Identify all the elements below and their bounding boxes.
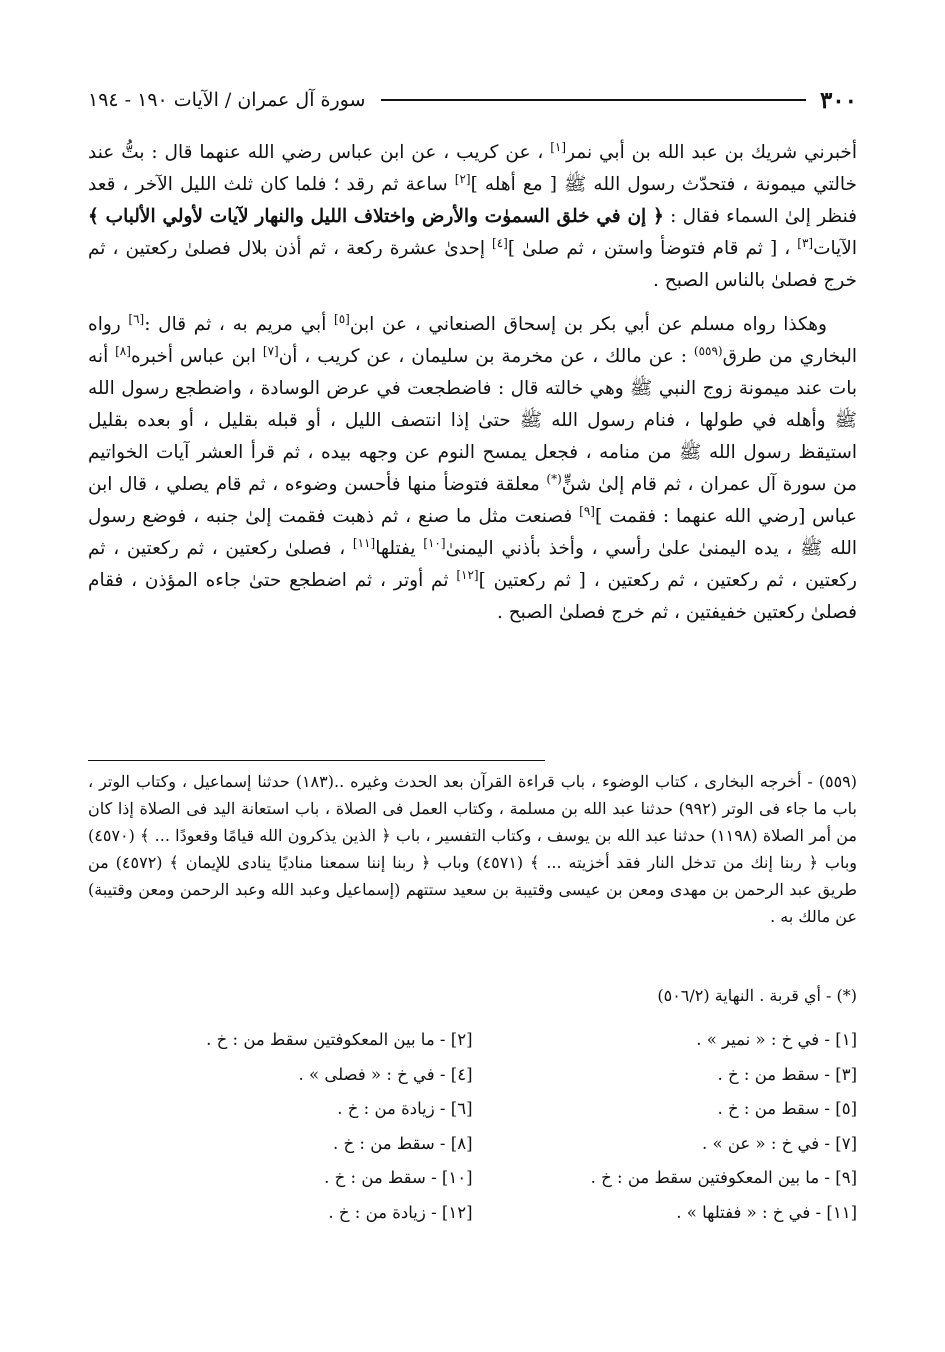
variant-ref: [٧] xyxy=(262,343,279,358)
page-number: ٣٠٠ xyxy=(819,86,857,114)
main-text xyxy=(88,137,857,641)
variant-note: [١] - في خ : « نمير » . xyxy=(696,1030,857,1049)
paragraph-2 xyxy=(88,309,857,629)
text-run: أخبرني شريك بن عبد الله بن أبي نمر xyxy=(566,142,857,163)
footnote-559 xyxy=(88,768,857,930)
text-run: إحدىٰ عشرة ركعة ، ثم أذن بلال فصلىٰ ركعتين ، ثم خرج فصلىٰ بالناس الصبح . xyxy=(88,238,857,291)
text-run: رواه البخاري من طرق xyxy=(88,314,858,367)
variant-ref: [١١] xyxy=(352,535,376,550)
variant-ref: [٨] xyxy=(115,343,131,358)
variant-ref: [١] xyxy=(550,139,567,154)
page-header xyxy=(88,80,857,120)
variant-note: [٣] - سقط من : خ . xyxy=(717,1064,857,1084)
variant-note: [٧] - في خ : « عن » . xyxy=(702,1133,857,1153)
text-run: فصنعت مثل ما صنع ، ثم ذهبت فقمت إلىٰ جنبه ، فوضع رسول الله ﷺ ، يده اليمنىٰ علىٰ رأسي ، وأخذ بأذني اليمنىٰ xyxy=(88,506,857,559)
text-run: ، عن كريب ، عن ابن عباس رضي الله عنهما قال : بتُّ عند خالتي ميمونة ، فتحدّث رسول الله ﷺ [ مع أهله ] xyxy=(88,142,857,195)
paragraph-1 xyxy=(88,137,857,297)
variant-ref: [١٢] xyxy=(456,567,479,582)
text-run: ساعة ثم رقد ؛ فلما كان ثلث الليل الآخر ، قعد فنظر إلىٰ السماء فقال : xyxy=(88,174,857,227)
footnote-ref-star: (*) xyxy=(546,471,562,486)
text-run: معلقة فتوضأ منها فأحسن وضوءه ، ثم قام يصلي ، قال ابن عباس [رضي الله عنهما : فقمت ] xyxy=(88,474,857,527)
footnote-divider xyxy=(88,760,545,761)
variant-readings xyxy=(88,1030,857,1237)
variant-ref: [٦] xyxy=(128,311,145,326)
variant-note: [١٢] - زيادة من : خ . xyxy=(328,1202,473,1222)
header-rule xyxy=(381,99,806,101)
variant-ref: [٩] xyxy=(579,503,595,518)
text-run: ثم أوتر ، ثم اضطجع حتىٰ جاءه المؤذن ، فقام فصلىٰ ركعتين خفيفتين ، ثم خرج فصلىٰ الصبح . xyxy=(88,570,857,623)
variant-ref: [٤] xyxy=(492,235,508,250)
text-run: ، فصلىٰ ركعتين ، ثم ركعتين ، ثم ركعتين ، ثم ركعتين ، ثم ركعتين ، [ ثم ركعتين ] xyxy=(88,538,857,591)
variant-note: [١١] - في خ : « ففتلها » . xyxy=(676,1202,857,1222)
footnote-ref: (٥٥٩) xyxy=(693,343,723,358)
text-run: أبي مريم به ، ثم قال : xyxy=(144,314,335,335)
text-run: يفتلها xyxy=(375,538,424,559)
text-run: ابن عباس أخبره xyxy=(130,346,263,367)
variant-note: [١٠] - سقط من : خ . xyxy=(324,1168,473,1187)
variant-note: [٤] - في خ : « فصلى » . xyxy=(298,1064,473,1084)
text-run: ، [ ثم قام فتوضأ واستن ، ثم صلىٰ ] xyxy=(507,238,798,259)
text-run: وهكذا رواه مسلم عن أبي بكر بن إسحاق الصنعاني ، عن ابن xyxy=(349,314,827,335)
variant-ref: [٣] xyxy=(797,235,814,250)
text-run: : عن مالك ، عن مخرمة بن سليمان ، عن كريب ، أن xyxy=(278,346,694,367)
quran-verse: ﴿ إن في خلق السموٰت والأرض واختلاف الليل والنهار لآيات لأولي الألباب ﴾ xyxy=(88,206,664,227)
variant-ref: [١٠] xyxy=(423,535,446,550)
variant-ref: [٢] xyxy=(454,171,471,186)
variant-note: [٦] - زيادة من : خ . xyxy=(337,1099,473,1118)
variant-note: [٢] - ما بين المعكوفتين سقط من : خ . xyxy=(206,1030,473,1049)
footnote-559-text: (٥٥٩) - أخرجه البخارى ، كتاب الوضوء ، باب قراءة القرآن بعد الحدث وغيره ..(١٨٣) حدثنا إسماعيل ، وكتاب الوتر ، باب ما جاء فى الوتر (٩٩٢) حدثنا عبد الله بن مسلمة ، وكتاب العمل فى الصلاة ، باب استعانة اليد فى الصلاة إذا كان من أمر الصلاة (١١٩٨) حدثنا عبد الله بن يوسف ، وكتاب التفسير ، باب ﴿ الذين يذكرون الله قيامًا وقعودًا ... ﴾ (٤٥٧٠) وباب ﴿ ربنا إنك من تدخل النار فقد أخزيته ... ﴾ (٤٥٧١) وباب ﴿ ربنا إننا سمعنا مناديًا ينادى للإيمان ﴾ (٤٥٧٢) من طريق عبد الرحمن بن مهدى ومعن بن عيسى وقتيبة بن سعيد ستتهم (إسماعيل وعبد الله وعبد الرحمن ومعن وقتيبة) عن مالك به . xyxy=(88,772,858,926)
variant-note: [٩] - ما بين المعكوفتين سقط من : خ . xyxy=(590,1168,857,1187)
text-run: الآيات xyxy=(813,238,857,259)
footnote-star: (*) - أي قربة . النهاية (٥٠٦/٢) xyxy=(657,986,857,1005)
variant-ref: [٥] xyxy=(334,311,350,326)
text-run: أنه بات عند ميمونة زوج النبي ﷺ وهي خالته قال : فاضطجعت في عرض الوسادة ، واضطجع رسول الله ﷺ وأهله في طولها ، فنام رسول الله ﷺ حتىٰ إذا انتصف الليل ، أو قبله بقليل ، أو بعده بقليل استيقظ رسول الله ﷺ من منامه ، فجعل يمسح النوم عن وجهه بيده ، ثم قرأ العشر آيات الخواتيم من سورة آل عمران ، ثم قام إلىٰ شنٍّ xyxy=(88,346,857,495)
variant-note: [٨] - سقط من : خ . xyxy=(333,1133,473,1153)
variant-note: [٥] - سقط من : خ . xyxy=(717,1099,857,1118)
running-title: سورة آل عمران / الآيات ١٩٠ - ١٩٤ xyxy=(88,89,366,111)
